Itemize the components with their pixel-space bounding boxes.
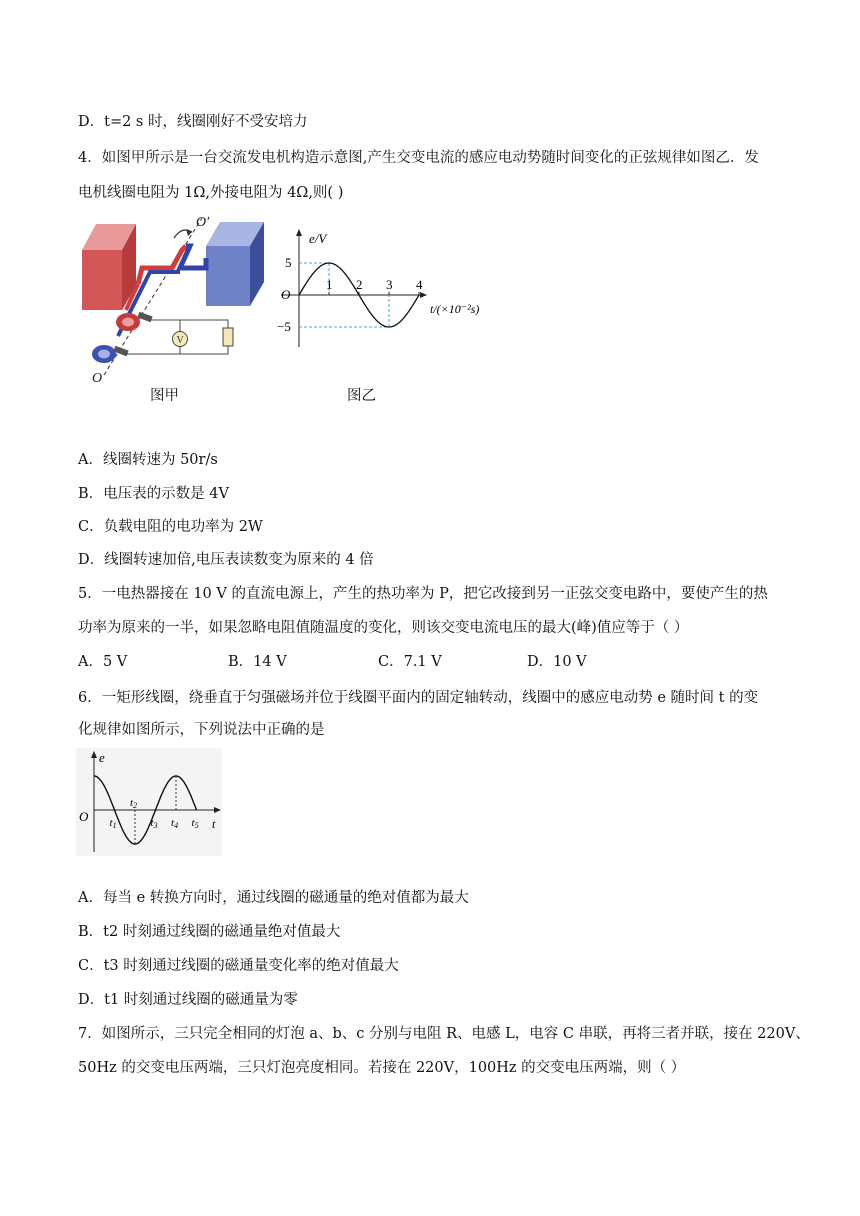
y-axis-arrow (296, 229, 302, 236)
axis-label-bottom: O (92, 371, 103, 385)
resistor (223, 328, 233, 346)
q5-option-d: D．10 V (527, 654, 587, 670)
q4-option-a: A．线圈转速为 50r/s (78, 452, 218, 468)
chart-background (76, 748, 222, 856)
figure-a-caption: 图甲 (150, 388, 179, 404)
q5-option-b: B．14 V (228, 654, 287, 670)
q6-stem-line1: 6．一矩形线圈，绕垂直于匀强磁场并位于线圈平面内的固定轴转动，线圈中的感应电动势 e 随时间 t 的变 (78, 690, 759, 706)
x-tick-label: t3 (150, 817, 158, 830)
x-tick-label: t2 (130, 797, 138, 810)
x-tick-label: 1 (326, 277, 333, 292)
x-tick-label: t4 (171, 817, 179, 830)
axis-label-top: O′ (196, 215, 210, 230)
x-tick-label: t1 (109, 817, 117, 830)
x-tick-label: 4 (416, 277, 423, 292)
y-tick-label: −5 (277, 319, 291, 334)
y-axis-label: e (99, 750, 105, 765)
q5-option-a: A．5 V (78, 654, 128, 670)
q6-option-c: C．t3 时刻通过线圈的磁通量变化率的绝对值最大 (78, 958, 399, 974)
y-tick-label: 5 (285, 255, 292, 270)
x-axis-label: t (212, 817, 216, 831)
emf-time-chart (76, 748, 222, 856)
q6-option-b: B．t2 时刻通过线圈的磁通量绝对值最大 (78, 924, 341, 940)
q5-stem-line1: 5．一电热器接在 10 V 的直流电源上，产生的热功率为 P，把它改接到另一正弦交变电路中，要使产生的热 (78, 586, 768, 602)
x-tick-label: 3 (386, 277, 393, 292)
q4-stem-line1: 4．如图甲所示是一台交流发电机构造示意图,产生交变电流的感应电动势随时间变化的正弦规律如图乙．发 (78, 150, 759, 166)
emf-sine-chart (275, 225, 500, 355)
q4-option-b: B．电压表的示数是 4V (78, 486, 229, 502)
generator-diagram (78, 210, 268, 385)
origin-label: O (281, 287, 291, 302)
x-axis-arrow (420, 292, 427, 298)
q5-option-c: C．7.1 V (378, 654, 442, 670)
q4-option-c: C．负载电阻的电功率为 2W (78, 519, 263, 535)
q5-stem-line2: 功率为原来的一半，如果忽略电阻值随温度的变化，则该交变电流电压的最大(峰)值应等于（ ） (78, 620, 689, 636)
x-tick-label: t5 (191, 817, 199, 830)
q7-stem-line2: 50Hz 的交变电压两端，三只灯泡亮度相同。若接在 220V，100Hz 的交变电压两端，则（ ） (78, 1060, 686, 1076)
voltmeter-label: V (176, 335, 184, 346)
y-axis-label: e/V (309, 231, 327, 246)
q4-stem-line2: 电机线圈电阻为 1Ω,外接电阻为 4Ω,则( ) (78, 185, 344, 201)
q6-stem-line2: 化规律如图所示，下列说法中正确的是 (78, 722, 325, 738)
x-axis-label: t/(×10⁻²s) (430, 302, 480, 316)
q7-stem-line1: 7．如图所示，三只完全相同的灯泡 a、b、c 分别与电阻 R、电感 L，电容 C 串联，再将三者并联，接在 220V、 (78, 1026, 810, 1042)
x-tick-label: 2 (356, 277, 363, 292)
q3-option-d: D．t=2 s 时，线圈刚好不受安培力 (78, 114, 308, 130)
figure-b-caption: 图乙 (347, 388, 376, 404)
origin-label: O (79, 809, 89, 824)
q6-option-d: D．t1 时刻通过线圈的磁通量为零 (78, 992, 298, 1008)
q4-option-d: D．线圈转速加倍,电压表读数变为原来的 4 倍 (78, 552, 374, 568)
q6-option-a: A．每当 e 转换方向时，通过线圈的磁通量的绝对值都为最大 (78, 890, 469, 906)
